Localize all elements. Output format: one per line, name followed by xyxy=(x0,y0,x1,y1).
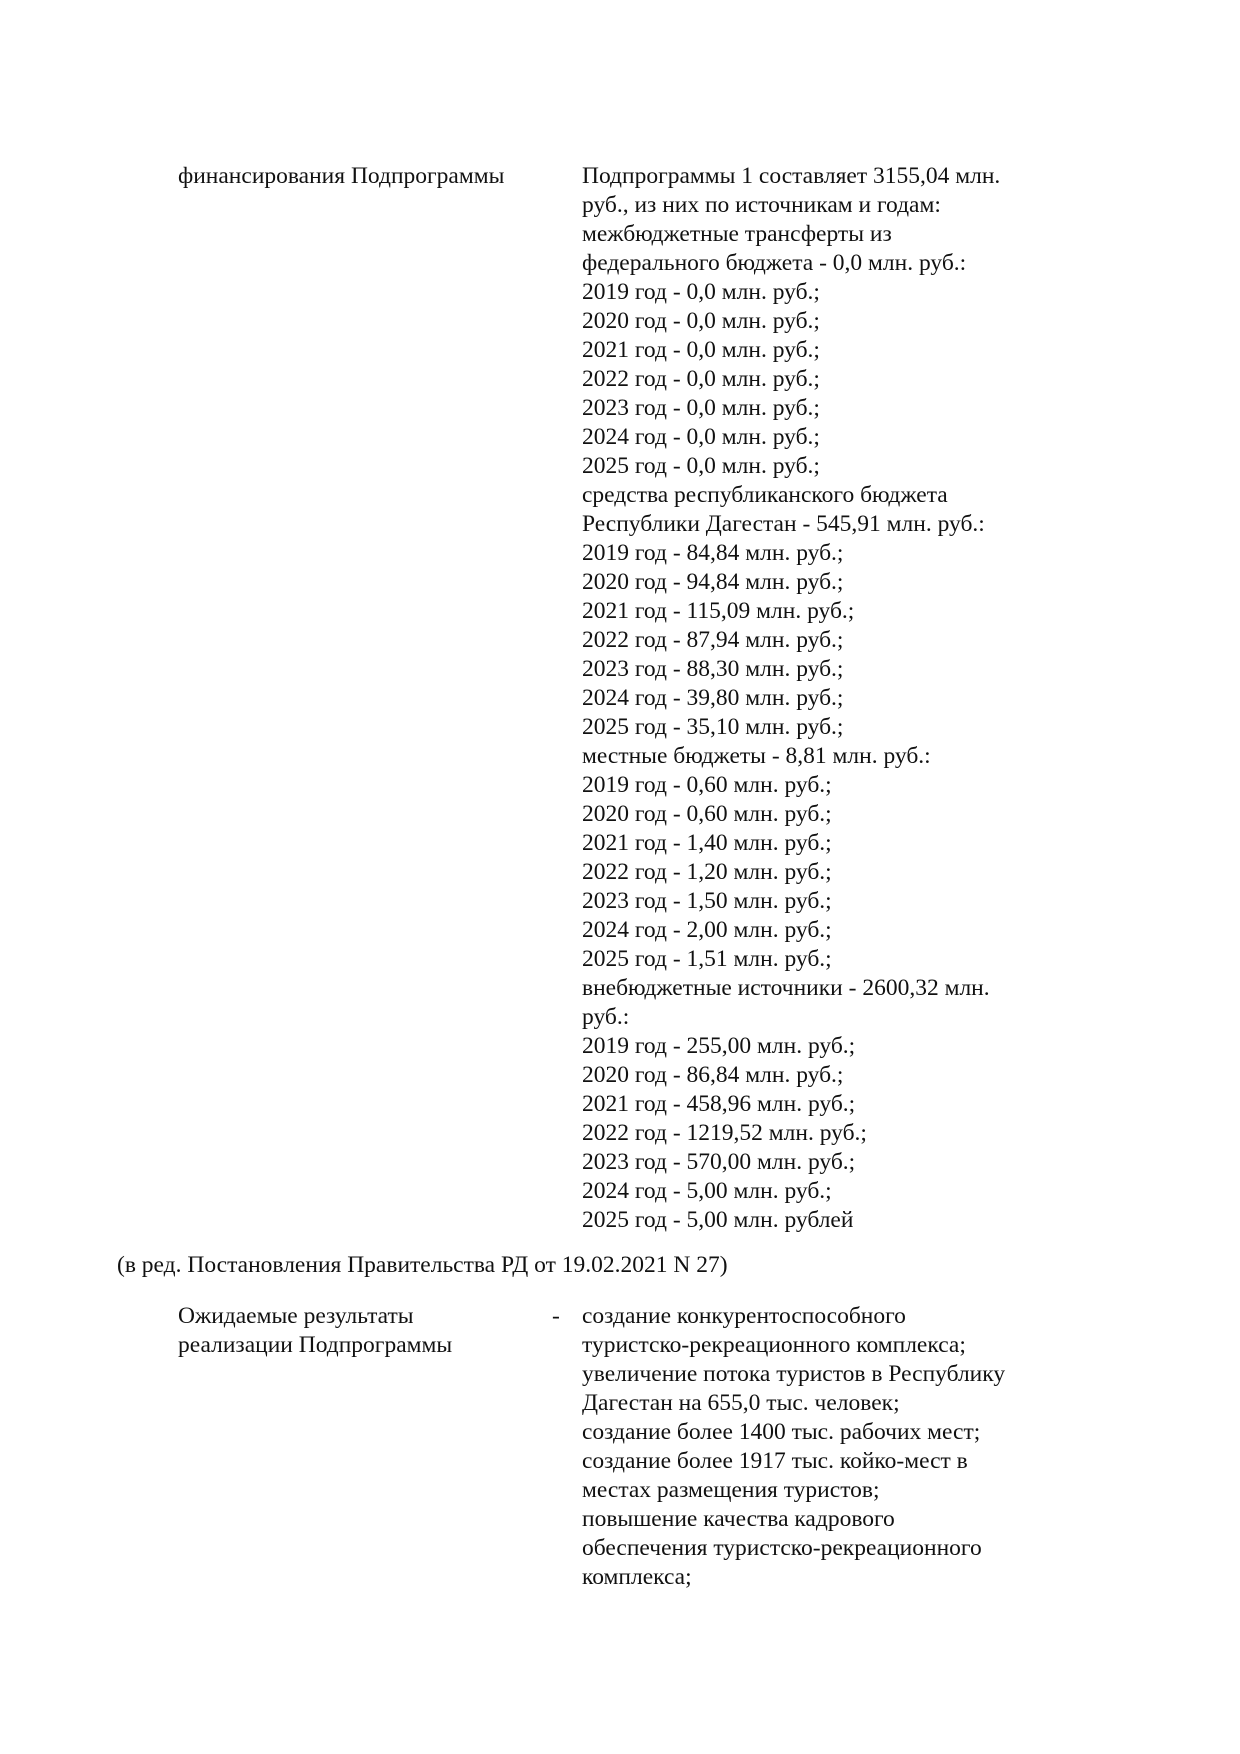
results-line: увеличение потока туристов в Республику xyxy=(582,1361,1006,1387)
results-value xyxy=(582,1302,1005,1592)
results-label-line: реализации Подпрограммы xyxy=(178,1332,453,1358)
results-line: туристско-рекреационного комплекса; xyxy=(582,1332,966,1358)
financing-line: 2022 год - 1,20 млн. руб.; xyxy=(582,859,832,885)
financing-line: межбюджетные трансферты из xyxy=(582,221,892,247)
financing-line: руб., из них по источникам и годам: xyxy=(582,192,941,218)
financing-line: 2023 год - 570,00 млн. руб.; xyxy=(582,1149,856,1175)
results-line: создание более 1917 тыс. койко-мест в xyxy=(582,1448,968,1474)
financing-line: 2019 год - 0,60 млн. руб.; xyxy=(582,772,832,798)
financing-line: 2021 год - 0,0 млн. руб.; xyxy=(582,337,820,363)
results-line: обеспечения туристско-рекреационного xyxy=(582,1535,982,1561)
financing-line: местные бюджеты - 8,81 млн. руб.: xyxy=(582,743,931,769)
financing-line: руб.: xyxy=(582,1004,630,1030)
financing-label-line: финансирования Подпрограммы xyxy=(178,163,505,189)
financing-line: 2023 год - 88,30 млн. руб.; xyxy=(582,656,844,682)
financing-line: 2019 год - 255,00 млн. руб.; xyxy=(582,1033,856,1059)
financing-line: 2019 год - 0,0 млн. руб.; xyxy=(582,279,820,305)
financing-line: 2025 год - 5,00 млн. рублей xyxy=(582,1207,854,1233)
financing-line: 2019 год - 84,84 млн. руб.; xyxy=(582,540,844,566)
financing-line: внебюджетные источники - 2600,32 млн. xyxy=(582,975,990,1001)
financing-line: 2024 год - 2,00 млн. руб.; xyxy=(582,917,832,943)
financing-value xyxy=(582,162,1000,1235)
financing-line: Республики Дагестан - 545,91 млн. руб.: xyxy=(582,511,985,537)
results-label-line: Ожидаемые результаты xyxy=(178,1303,414,1329)
financing-line: 2024 год - 0,0 млн. руб.; xyxy=(582,424,820,450)
financing-line: 2025 год - 35,10 млн. руб.; xyxy=(582,714,844,740)
financing-line: 2022 год - 0,0 млн. руб.; xyxy=(582,366,820,392)
results-separator: - xyxy=(552,1303,560,1329)
financing-line: 2020 год - 0,0 млн. руб.; xyxy=(582,308,820,334)
financing-line: 2023 год - 0,0 млн. руб.; xyxy=(582,395,820,421)
financing-line: 2025 год - 0,0 млн. руб.; xyxy=(582,453,820,479)
financing-line: 2022 год - 87,94 млн. руб.; xyxy=(582,627,844,653)
financing-line: 2021 год - 458,96 млн. руб.; xyxy=(582,1091,856,1117)
financing-line: 2020 год - 86,84 млн. руб.; xyxy=(582,1062,844,1088)
financing-line: Подпрограммы 1 составляет 3155,04 млн. xyxy=(582,163,1001,189)
financing-line: средства республиканского бюджета xyxy=(582,482,948,508)
financing-line: 2020 год - 94,84 млн. руб.; xyxy=(582,569,844,595)
results-label xyxy=(178,1302,452,1360)
results-line: создание конкурентоспособного xyxy=(582,1303,906,1329)
financing-line: 2021 год - 115,09 млн. руб.; xyxy=(582,598,855,624)
financing-label xyxy=(178,162,504,191)
financing-line: федерального бюджета - 0,0 млн. руб.: xyxy=(582,250,967,276)
financing-line: 2025 год - 1,51 млн. руб.; xyxy=(582,946,832,972)
financing-line: 2020 год - 0,60 млн. руб.; xyxy=(582,801,832,827)
results-line: Дагестан на 655,0 тыс. человек; xyxy=(582,1390,900,1416)
financing-line: 2022 год - 1219,52 млн. руб.; xyxy=(582,1120,867,1146)
financing-line: 2021 год - 1,40 млн. руб.; xyxy=(582,830,832,856)
results-line: повышение качества кадрового xyxy=(582,1506,895,1532)
financing-line: 2024 год - 5,00 млн. руб.; xyxy=(582,1178,832,1204)
results-line: комплекса; xyxy=(582,1564,692,1590)
financing-line: 2023 год - 1,50 млн. руб.; xyxy=(582,888,832,914)
amendment-note: (в ред. Постановления Правительства РД от 19.02.2021 N 27) xyxy=(117,1252,728,1278)
results-line: местах размещения туристов; xyxy=(582,1477,880,1503)
results-line: создание более 1400 тыс. рабочих мест; xyxy=(582,1419,981,1445)
financing-line: 2024 год - 39,80 млн. руб.; xyxy=(582,685,844,711)
